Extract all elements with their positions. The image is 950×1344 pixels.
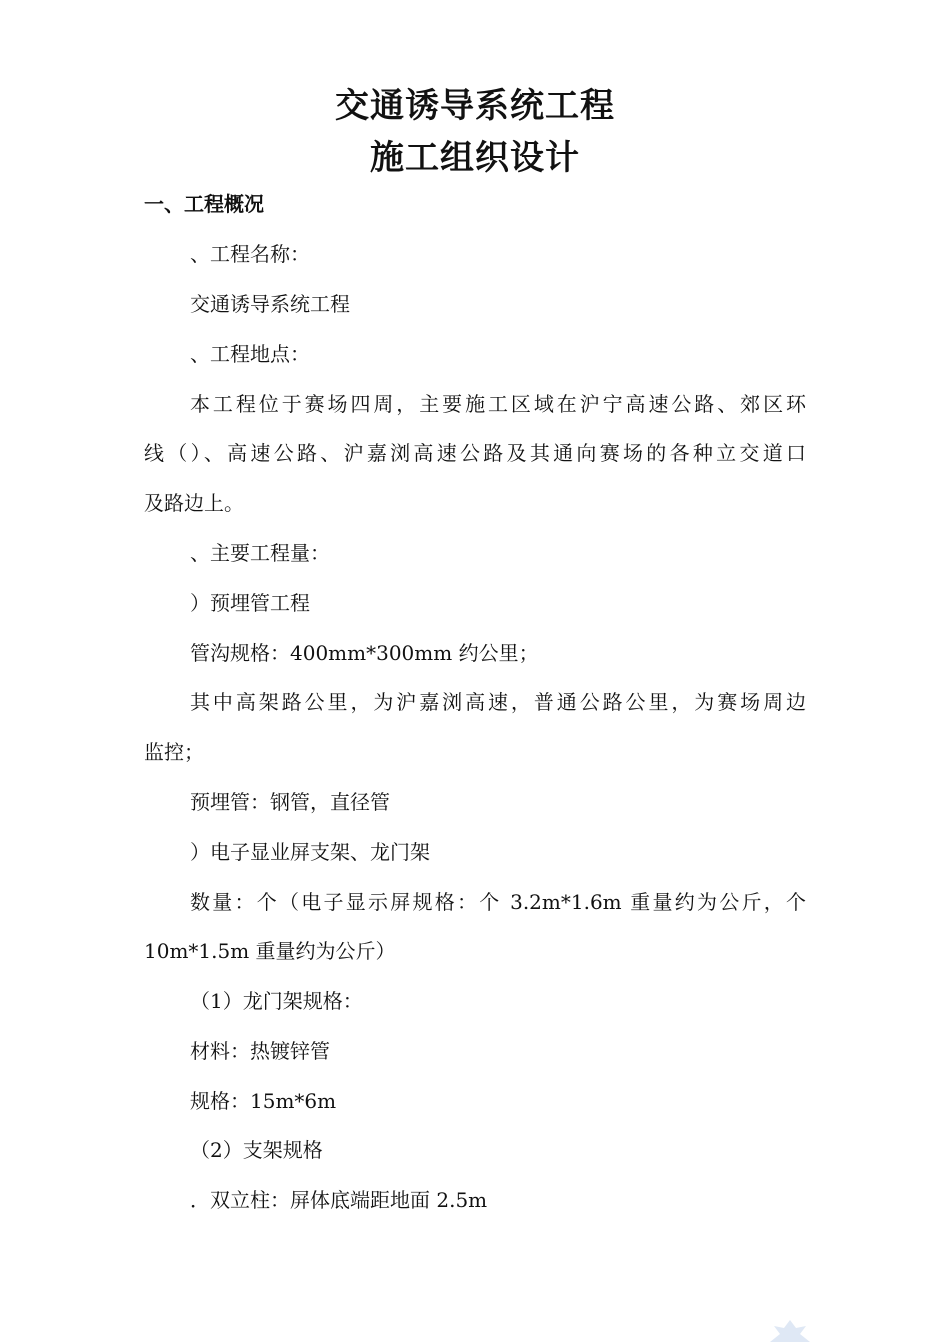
support-spec-heading: （2）支架规格 (190, 1138, 323, 1162)
quantity-line-2: 10m*1.5m 重量约为公斤） (144, 939, 396, 963)
section-heading: 一、工程概况 (144, 192, 264, 216)
document-subtitle: 施工组织设计 (370, 138, 580, 178)
location-text-line-3: 及路边上。 (144, 491, 244, 515)
double-column-spec: ．双立柱：屏体底端距地面 2.5m (190, 1188, 488, 1212)
embedded-pipe-spec: 预埋管：钢管，直径管 (190, 790, 390, 814)
watermark-icon (760, 1318, 820, 1344)
trench-spec: 管沟规格：400mm*300mm 约公里； (190, 641, 539, 665)
gantry-spec-heading: （1）龙门架规格： (190, 989, 363, 1013)
quantity-line-1: 数量：个（电子显示屏规格：个 3.2m*1.6m 重量约为公斤，个 (190, 890, 806, 914)
embedded-pipe-heading: ）预埋管工程 (190, 591, 310, 615)
gantry-material: 材料：热镀锌管 (190, 1039, 330, 1063)
project-name-label: 、工程名称： (190, 242, 310, 266)
display-support-heading: ）电子显业屏支架、龙门架 (190, 840, 430, 864)
project-name-value: 交通诱导系统工程 (190, 292, 350, 316)
location-text-line-1: 本工程位于赛场四周，主要施工区域在沪宁高速公路、郊区环 (190, 392, 806, 416)
road-length-line-1: 其中高架路公里，为沪嘉浏高速，普通公路公里，为赛场周边 (190, 690, 806, 714)
project-location-label: 、工程地点： (190, 342, 310, 366)
road-length-line-2: 监控； (144, 740, 204, 764)
gantry-size: 规格：15m*6m (190, 1089, 337, 1113)
document-title: 交通诱导系统工程 (335, 86, 615, 126)
location-text-line-2: 线（）、高速公路、沪嘉浏高速公路及其通向赛场的各种立交道口 (144, 441, 806, 465)
main-quantities-label: 、主要工程量： (190, 541, 330, 565)
